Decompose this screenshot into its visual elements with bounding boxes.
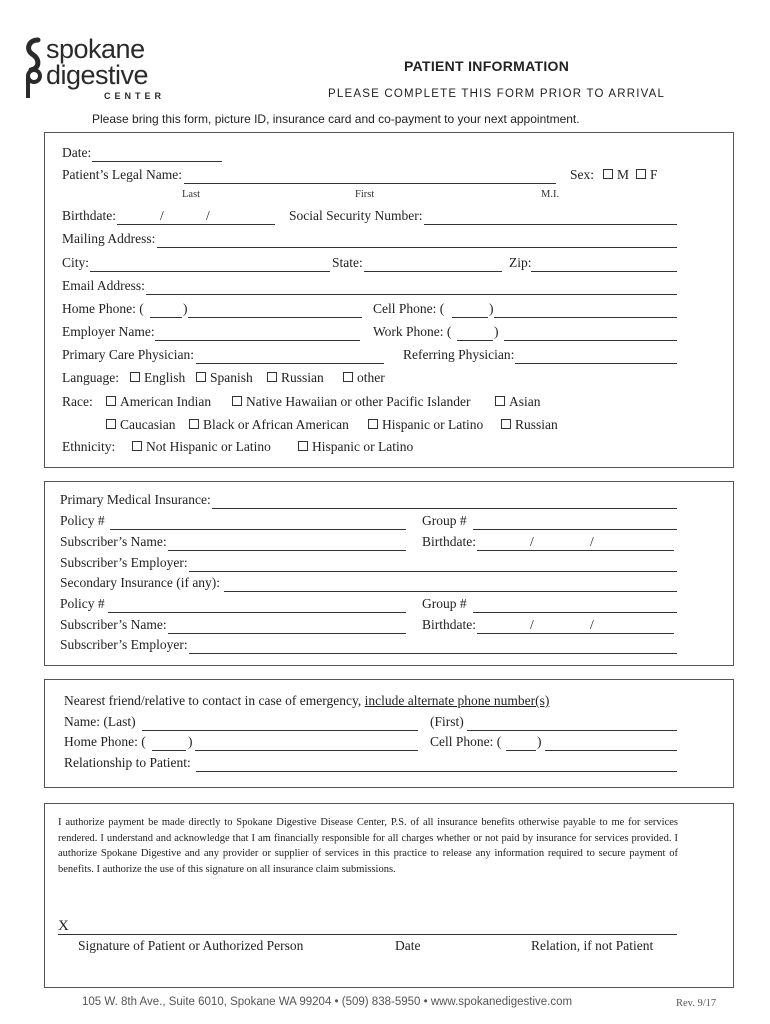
primary-subscriber-birthdate-label: Birthdate:	[422, 534, 476, 549]
footer-address: 105 W. 8th Ave., Suite 6010, Spokane WA 99204 • (509) 838-5950 • www.spokanedigestive.com	[82, 996, 573, 1008]
emergency-cell-phone-field[interactable]	[545, 734, 677, 751]
race-asian-checkbox[interactable]	[495, 396, 505, 406]
legal-name-label: Patient’s Legal Name:	[62, 167, 182, 182]
race-caucasian-text: Caucasian	[120, 417, 176, 432]
race-native-hawaiian-text: Native Hawaiian or other Pacific Islander	[246, 394, 471, 409]
emergency-first-label: (First)	[430, 714, 464, 729]
secondary-birthdate-slash-1: /	[530, 617, 534, 632]
logo	[22, 36, 182, 104]
pcp-field[interactable]	[196, 347, 384, 364]
signature-label: Signature of Patient or Authorized Person	[78, 938, 304, 953]
emergency-home-phone-label: Home Phone: (	[64, 734, 146, 749]
sex-f-text: F	[650, 167, 658, 182]
emergency-home-phone-field[interactable]	[195, 734, 418, 751]
legal-name-field[interactable]	[184, 167, 556, 184]
page-subtitle: PLEASE COMPLETE THIS FORM PRIOR TO ARRIVAL	[328, 88, 666, 100]
last-caption: Last	[182, 189, 201, 200]
first-caption: First	[355, 189, 375, 200]
email-label: Email Address:	[62, 278, 145, 293]
lang-option-english[interactable]	[130, 370, 185, 386]
lang-russian-checkbox[interactable]	[267, 372, 277, 382]
page-title: PATIENT INFORMATION	[404, 58, 570, 74]
city-field[interactable]	[90, 255, 330, 272]
mailing-label: Mailing Address:	[62, 231, 156, 246]
primary-birthdate-slash-2: /	[590, 534, 594, 549]
primary-insurance-label: Primary Medical Insurance:	[60, 492, 211, 507]
emergency-name-label: Name: (Last)	[64, 714, 136, 729]
lang-other-text: other	[357, 370, 385, 385]
bring-note: Please bring this form, picture ID, insurance card and co-payment to your next appointment.	[92, 112, 580, 126]
eth-not-hispanic-text: Not Hispanic or Latino	[146, 439, 271, 454]
ssn-field[interactable]	[424, 208, 677, 225]
home-phone-area-field[interactable]	[150, 301, 182, 318]
primary-subscriber-employer-label: Subscriber’s Employer:	[60, 555, 188, 570]
emergency-home-area-field[interactable]	[152, 734, 186, 751]
race-option-asian[interactable]	[495, 394, 541, 410]
secondary-policy-label: Policy #	[60, 596, 105, 611]
birthdate-field[interactable]	[117, 208, 275, 225]
race-asian-text: Asian	[509, 394, 541, 409]
lang-option-other[interactable]	[343, 370, 385, 386]
lang-russian-text: Russian	[281, 370, 324, 385]
race-option-native-hawaiian[interactable]	[232, 394, 471, 410]
primary-subscriber-birthdate-field[interactable]	[477, 534, 674, 551]
secondary-subscriber-employer-field[interactable]	[189, 637, 677, 654]
lang-spanish-checkbox[interactable]	[196, 372, 206, 382]
race-option-american-indian[interactable]	[106, 394, 211, 410]
birthdate-slash-2: /	[206, 208, 210, 223]
eth-hispanic-text: Hispanic or Latino	[312, 439, 414, 454]
emergency-home-close: )	[188, 734, 193, 749]
primary-policy-field[interactable]	[110, 513, 406, 530]
eth-option-hispanic[interactable]	[298, 439, 413, 455]
emergency-intro-underlined: include alternate phone number(s)	[364, 693, 550, 708]
race-option-black[interactable]	[189, 417, 349, 433]
emergency-last-name-field[interactable]	[142, 714, 418, 731]
eth-not-hispanic-checkbox[interactable]	[132, 441, 142, 451]
secondary-policy-field[interactable]	[108, 596, 406, 613]
primary-insurance-field[interactable]	[212, 492, 677, 509]
race-option-hispanic[interactable]	[368, 417, 483, 433]
sex-m-checkbox[interactable]	[603, 169, 613, 179]
language-label: Language:	[62, 370, 119, 385]
secondary-subscriber-name-field[interactable]	[168, 617, 406, 634]
eth-option-not-hispanic[interactable]	[132, 439, 271, 455]
cell-phone-area-field[interactable]	[452, 301, 488, 318]
state-field[interactable]	[364, 255, 502, 272]
race-russian-checkbox[interactable]	[501, 419, 511, 429]
sex-label: Sex:	[570, 167, 595, 182]
emergency-cell-phone-label: Cell Phone: (	[430, 734, 502, 749]
date-label: Date:	[62, 145, 92, 160]
race-russian-text: Russian	[515, 417, 558, 432]
secondary-subscriber-employer-label: Subscriber’s Employer:	[60, 637, 188, 652]
birthdate-slash-1: /	[160, 208, 164, 223]
email-field[interactable]	[146, 278, 677, 295]
race-hispanic-text: Hispanic or Latino	[382, 417, 484, 432]
emergency-cell-area-field[interactable]	[506, 734, 536, 751]
employer-label: Employer Name:	[62, 324, 155, 339]
mailing-field[interactable]	[157, 231, 677, 248]
cell-phone-field[interactable]	[494, 301, 677, 318]
ssn-label: Social Security Number:	[289, 208, 423, 223]
signature-date-label: Date	[395, 938, 421, 953]
race-american-indian-text: American Indian	[120, 394, 212, 409]
secondary-subscriber-name-label: Subscriber’s Name:	[60, 617, 167, 632]
lang-spanish-text: Spanish	[210, 370, 253, 385]
signature-field[interactable]	[58, 918, 677, 935]
eth-hispanic-checkbox[interactable]	[298, 441, 308, 451]
emergency-intro-text: Nearest friend/relative to contact in case of emergency,	[64, 693, 365, 708]
primary-birthdate-slash-1: /	[530, 534, 534, 549]
primary-group-field[interactable]	[473, 513, 677, 530]
emergency-first-name-field[interactable]	[467, 714, 677, 731]
pcp-label: Primary Care Physician:	[62, 347, 194, 362]
secondary-subscriber-birthdate-label: Birthdate:	[422, 617, 476, 632]
cell-phone-label: Cell Phone: (	[373, 301, 445, 316]
secondary-group-field[interactable]	[473, 596, 677, 613]
work-phone-area-field[interactable]	[457, 324, 493, 341]
logo-line1: spokane	[46, 34, 145, 64]
birthdate-label: Birthdate:	[62, 208, 116, 223]
employer-field[interactable]	[155, 324, 360, 341]
race-caucasian-checkbox[interactable]	[106, 419, 116, 429]
footer-rev: Rev. 9/17	[676, 998, 717, 1009]
secondary-group-label: Group #	[422, 596, 467, 611]
home-phone-close: )	[183, 301, 188, 316]
home-phone-label: Home Phone: (	[62, 301, 144, 316]
race-american-indian-checkbox[interactable]	[106, 396, 116, 406]
primary-subscriber-name-field[interactable]	[168, 534, 406, 551]
lang-option-russian[interactable]	[267, 370, 324, 386]
sex-m-option[interactable]	[603, 167, 629, 183]
emergency-cell-close: )	[537, 734, 542, 749]
race-hispanic-checkbox[interactable]	[368, 419, 378, 429]
zip-field[interactable]	[531, 255, 677, 272]
relationship-label: Relationship to Patient:	[64, 755, 191, 770]
primary-group-label: Group #	[422, 513, 467, 528]
logo-mark	[22, 36, 44, 104]
race-option-russian[interactable]	[501, 417, 558, 433]
signature-relation-label: Relation, if not Patient	[531, 938, 654, 953]
relationship-field[interactable]	[196, 755, 677, 772]
sex-f-option[interactable]	[636, 167, 658, 183]
lang-option-spanish[interactable]	[196, 370, 253, 386]
date-field[interactable]	[92, 145, 222, 162]
emergency-intro	[64, 693, 549, 709]
referring-label: Referring Physician:	[403, 347, 515, 362]
lang-other-checkbox[interactable]	[343, 372, 353, 382]
city-label: City:	[62, 255, 90, 270]
work-phone-close: )	[494, 324, 499, 339]
race-native-hawaiian-checkbox[interactable]	[232, 396, 242, 406]
ethnicity-label: Ethnicity:	[62, 439, 116, 454]
work-phone-field[interactable]	[504, 324, 677, 341]
lang-english-checkbox[interactable]	[130, 372, 140, 382]
logo-line3: CENTER	[104, 91, 166, 101]
work-phone-label: Work Phone: (	[373, 324, 452, 339]
authorization-text: I authorize payment be made directly to Spokane Digestive Disease Center, P.S. of all insurance benefits otherwise payable to me for services rendered. I understand and acknowledge that I am financially responsible for all charges whether or not paid by insurance for services provided. I authorize Spokane Digestive and any provider or supplier of services in this practice to release any information required to secure payment of benefits. I authorize the use of this signature on all insurance claim submissions.	[58, 817, 678, 875]
race-black-text: Black or African American	[203, 417, 349, 432]
primary-subscriber-name-label: Subscriber’s Name:	[60, 534, 167, 549]
secondary-subscriber-birthdate-field[interactable]	[477, 617, 674, 634]
secondary-insurance-field[interactable]	[224, 575, 677, 592]
secondary-insurance-label: Secondary Insurance (if any):	[60, 575, 221, 590]
logo-line2: digestive	[46, 60, 149, 90]
referring-field[interactable]	[515, 347, 677, 364]
signature-x: X	[58, 918, 69, 934]
sex-f-checkbox[interactable]	[636, 169, 646, 179]
sex-m-text: M	[617, 167, 630, 182]
mi-caption: M.I.	[541, 189, 560, 200]
race-label: Race:	[62, 394, 93, 409]
primary-policy-label: Policy #	[60, 513, 105, 528]
zip-label: Zip:	[509, 255, 532, 270]
secondary-birthdate-slash-2: /	[590, 617, 594, 632]
race-black-checkbox[interactable]	[189, 419, 199, 429]
home-phone-field[interactable]	[188, 301, 362, 318]
primary-subscriber-employer-field[interactable]	[189, 555, 677, 572]
state-label: State:	[332, 255, 363, 270]
cell-phone-close: )	[489, 301, 494, 316]
race-option-caucasian[interactable]	[106, 417, 175, 433]
lang-english-text: English	[144, 370, 186, 385]
